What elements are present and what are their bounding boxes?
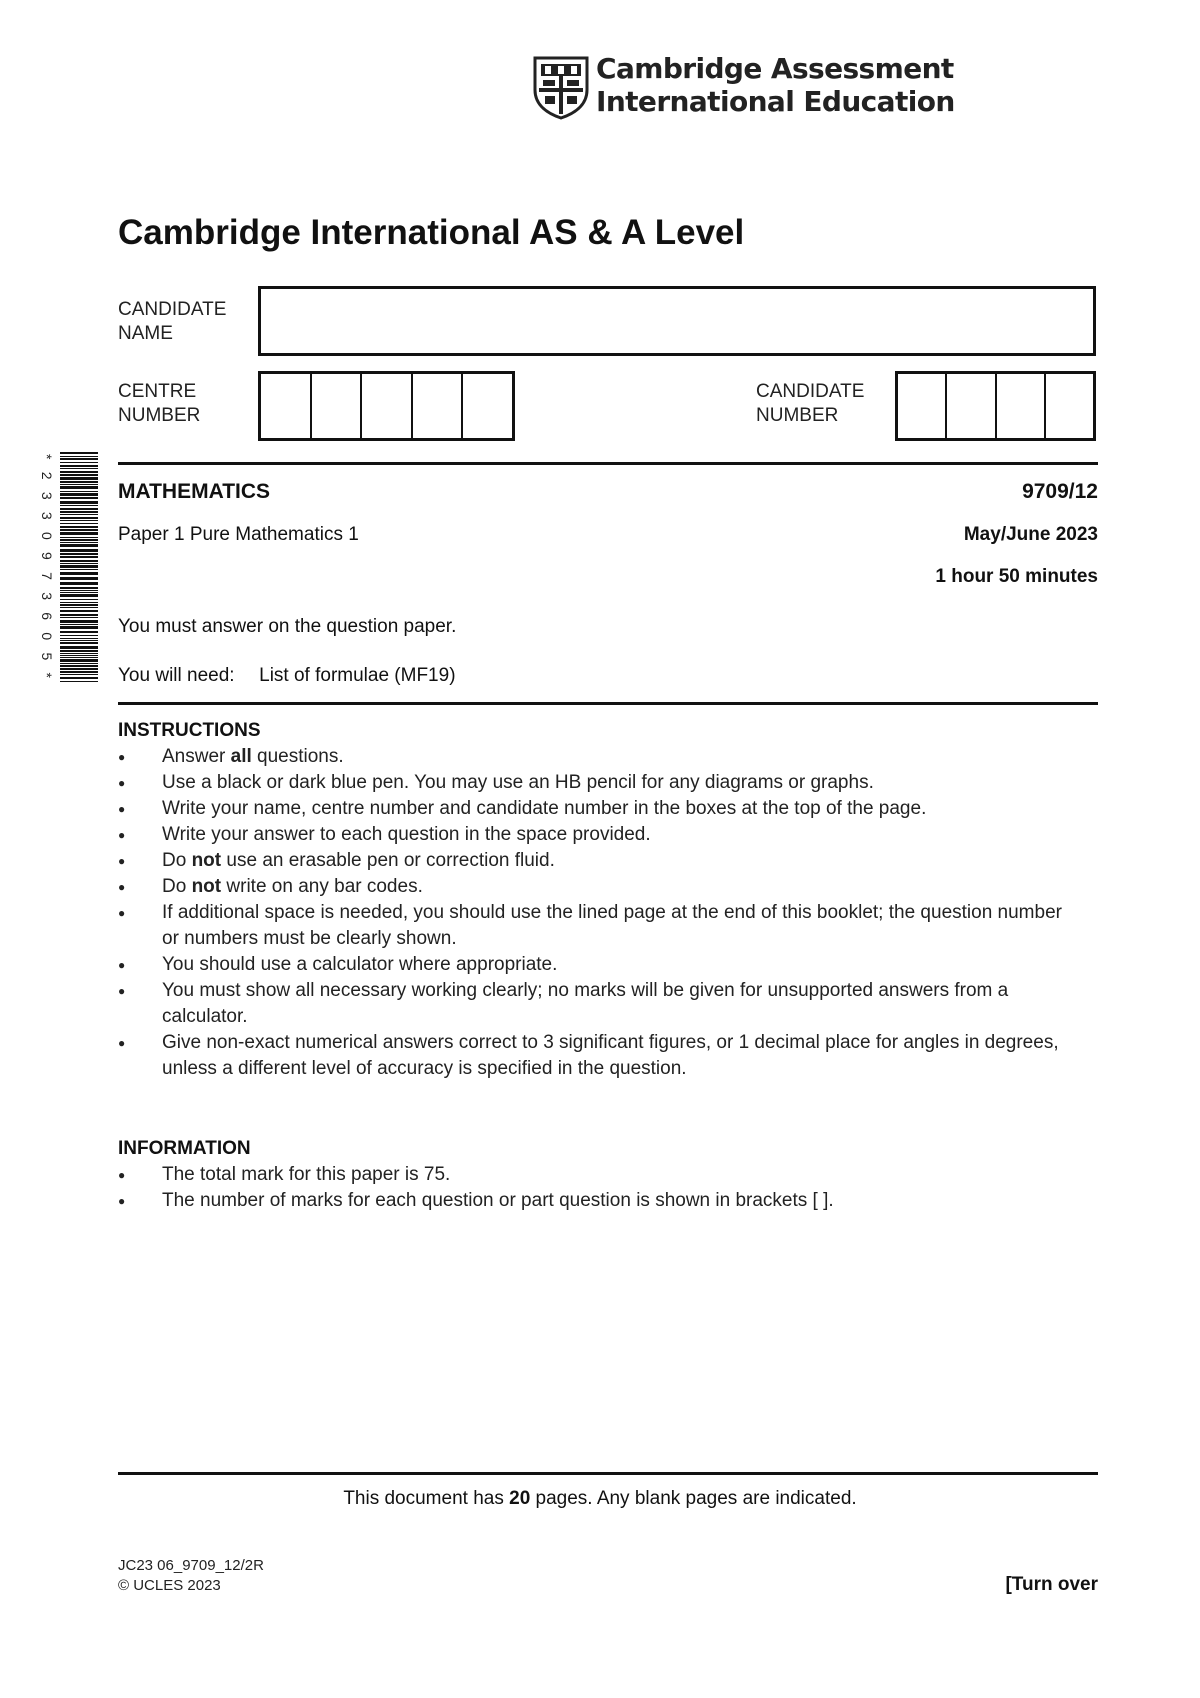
- document-code: JC23 06_9709_12/2R: [118, 1557, 264, 1574]
- barcode-bar: [60, 511, 98, 513]
- barcode-bar: [60, 452, 98, 454]
- copyright: © UCLES 2023: [118, 1577, 221, 1594]
- barcode-bar: [60, 607, 98, 608]
- barcode-bar: [60, 491, 98, 492]
- barcode-bar: [60, 626, 98, 629]
- instruction-item: ● Give non-exact numerical answers correct to 3 significant figures, or 1 decimal place for angles in degrees, unless a different level of accuracy is specified in the question.: [118, 1030, 1078, 1082]
- barcode-bar: [60, 493, 98, 496]
- barcode-bar: [60, 542, 98, 543]
- centre-number-label: [118, 380, 200, 428]
- instruction-item: ● Do not use an erasable pen or correction fluid.: [118, 848, 1078, 874]
- cambridge-shield-logo: [533, 56, 589, 120]
- candidate-number-cell[interactable]: [997, 374, 1046, 438]
- qualification-title: Cambridge International AS & A Level: [118, 213, 745, 252]
- barcode-bar: [60, 486, 98, 489]
- instruction-item: ● You must show all necessary working clearly; no marks will be given for unsupported answers from a calculator.: [118, 978, 1078, 1030]
- logo-text-line1: Cambridge Assessment: [596, 52, 954, 85]
- barcode-bar: [60, 638, 98, 639]
- barcode-bar: [60, 620, 98, 623]
- barcode-bar: [60, 590, 98, 591]
- barcode-bar: [60, 646, 98, 649]
- candidate-number-field[interactable]: [895, 371, 1096, 441]
- page-count-note: [0, 1488, 1200, 1510]
- barcode-bar: [60, 617, 98, 618]
- barcode-bar: [60, 539, 98, 541]
- paper-title: Paper 1 Pure Mathematics 1: [118, 524, 359, 545]
- candidate-number-cell[interactable]: [1046, 374, 1093, 438]
- barcode-bar: [60, 465, 98, 467]
- barcode-bar: [60, 477, 98, 480]
- barcode-bar: [60, 663, 98, 664]
- barcode-bar: [60, 655, 98, 656]
- barcode-bar: [60, 565, 98, 568]
- paper-code: 9709/12: [1022, 480, 1098, 503]
- exam-session: May/June 2023: [963, 524, 1098, 545]
- barcode-bar: [60, 582, 98, 585]
- information-heading: INFORMATION: [118, 1138, 251, 1159]
- barcode-bar: [60, 624, 98, 625]
- barcode-bar: [60, 481, 98, 483]
- instruction-item: ● Write your name, centre number and candidate number in the boxes at the top of the page.: [118, 796, 1078, 822]
- barcode-bar: [60, 577, 98, 580]
- barcode-bar: [60, 526, 98, 528]
- barcode-bar: [60, 520, 98, 521]
- barcode-bar: [60, 635, 98, 636]
- information-item: ● The total mark for this paper is 75.: [118, 1162, 1078, 1188]
- instruction-item: ● Answer all questions.: [118, 744, 1078, 770]
- barcode-bar: [60, 614, 98, 616]
- barcode-bar: [60, 501, 98, 504]
- centre-number-label-line2: NUMBER: [118, 405, 201, 426]
- candidate-name-label-line2: NAME: [118, 323, 173, 344]
- barcode-bar: [60, 544, 98, 547]
- barcode-bar: [60, 657, 98, 658]
- barcode-bar: [60, 462, 98, 463]
- document-reference: [118, 1556, 264, 1596]
- barcode-bar: [60, 456, 98, 457]
- barcode-bar: [60, 587, 98, 589]
- turn-over: [Turn over: [1005, 1574, 1098, 1595]
- barcode-bar: [60, 640, 98, 641]
- barcode-bar: [60, 681, 98, 682]
- candidate-number-label-line2: NUMBER: [756, 405, 839, 426]
- divider-footer: [118, 1472, 1098, 1475]
- barcode-bar: [60, 532, 98, 535]
- barcode-bar: [60, 505, 98, 506]
- divider-top: [118, 462, 1098, 465]
- barcode-bar: [60, 569, 98, 570]
- barcode-digits-text: *2330973605*: [39, 454, 55, 678]
- subject: MATHEMATICS: [118, 480, 271, 503]
- candidate-name-label-line1: CANDIDATE: [118, 299, 227, 320]
- barcode-bar: [60, 592, 98, 593]
- barcode-bar: [60, 653, 98, 654]
- barcode-bar: [60, 604, 98, 606]
- barcode-bar: [60, 560, 98, 562]
- candidate-number-label-line1: CANDIDATE: [756, 381, 865, 402]
- centre-number-cell[interactable]: [261, 374, 312, 438]
- barcode-bar: [60, 484, 98, 485]
- barcode-bar: [60, 572, 98, 575]
- barcode-bar: [60, 458, 98, 460]
- instruction-item: ● Use a black or dark blue pen. You may use an HB pencil for any diagrams or graphs.: [118, 770, 1078, 796]
- barcode-bar: [60, 631, 98, 633]
- centre-number-field[interactable]: [258, 371, 515, 441]
- barcode-bar: [60, 517, 98, 519]
- information-list: [118, 1162, 1078, 1214]
- barcode-bar: [60, 599, 98, 600]
- candidate-name-label: [118, 298, 226, 346]
- barcode-bar: [60, 497, 98, 499]
- logo-text-line2: International Education: [596, 85, 955, 118]
- centre-number-cell[interactable]: [463, 374, 512, 438]
- centre-number-cell[interactable]: [312, 374, 363, 438]
- candidate-number-label: [756, 380, 864, 428]
- barcode-bar: [60, 553, 98, 555]
- materials-label: You will need:: [118, 665, 235, 686]
- answer-note: You must answer on the question paper.: [118, 616, 457, 637]
- barcode-bar: [60, 549, 98, 552]
- instruction-item: ● Write your answer to each question in the space provided.: [118, 822, 1078, 848]
- barcode-bar: [60, 602, 98, 603]
- page-count: 20: [509, 1488, 531, 1509]
- barcode-bar: [60, 468, 98, 469]
- barcode-bar: [60, 671, 98, 673]
- materials-value: List of formulae (MF19): [259, 665, 456, 686]
- barcode-bar: [60, 594, 98, 597]
- candidate-number-cell[interactable]: [898, 374, 947, 438]
- barcode-bar: [60, 674, 98, 675]
- instructions-list: [118, 744, 1078, 1082]
- barcode-bar: [60, 668, 98, 670]
- barcode-bar: [60, 642, 98, 644]
- information-item: ● The number of marks for each question or part question is shown in brackets [ ].: [118, 1188, 1078, 1214]
- barcode-bar: [60, 471, 98, 473]
- barcode-bar: [60, 537, 98, 538]
- centre-number-label-line1: CENTRE: [118, 381, 197, 402]
- barcode-bar: [60, 665, 98, 667]
- materials-line: [118, 665, 456, 687]
- exam-duration: 1 hour 50 minutes: [935, 566, 1098, 587]
- candidate-number-cell[interactable]: [947, 374, 996, 438]
- logo-text: [596, 52, 955, 118]
- barcode: [60, 452, 98, 682]
- page-count-pre: This document has: [343, 1488, 510, 1509]
- barcode-bar: [60, 610, 98, 612]
- instruction-item: ● You should use a calculator where appropriate.: [118, 952, 1078, 978]
- barcode-bar: [60, 563, 98, 564]
- instruction-item: ● Do not write on any bar codes.: [118, 874, 1078, 900]
- instructions-heading: INSTRUCTIONS: [118, 720, 261, 741]
- barcode-bar: [60, 523, 98, 524]
- candidate-name-field[interactable]: [258, 286, 1096, 356]
- barcode-bar: [60, 659, 98, 662]
- centre-number-cell[interactable]: [413, 374, 464, 438]
- barcode-bar: [60, 474, 98, 476]
- barcode-bar: [60, 650, 98, 652]
- divider-middle: [118, 702, 1098, 705]
- barcode-bar: [60, 677, 98, 679]
- page-count-post: pages. Any blank pages are indicated.: [530, 1488, 857, 1509]
- barcode-bar: [60, 508, 98, 510]
- barcode-digits: [38, 452, 56, 682]
- barcode-bar: [60, 514, 98, 515]
- barcode-bar: [60, 556, 98, 558]
- instruction-item: ● If additional space is needed, you should use the lined page at the end of this booklet; the question number or numbers must be clearly shown.: [118, 900, 1078, 952]
- centre-number-cell[interactable]: [362, 374, 413, 438]
- barcode-bar: [60, 529, 98, 531]
